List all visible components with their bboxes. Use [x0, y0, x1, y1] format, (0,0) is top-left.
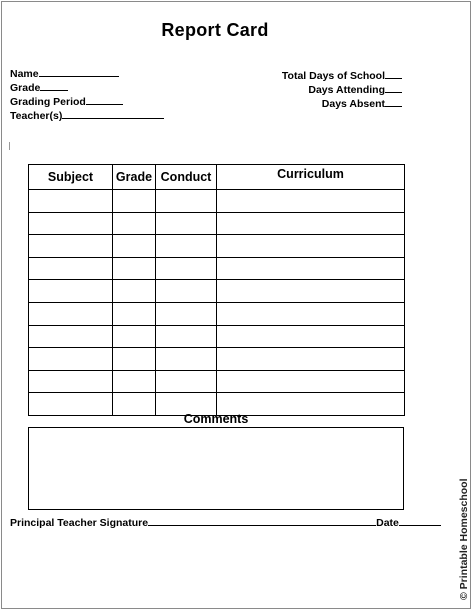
date-label: Date — [376, 517, 399, 529]
name-label: Name — [10, 68, 39, 80]
subject-cell[interactable] — [29, 235, 113, 258]
comments-box[interactable] — [28, 427, 404, 510]
table-row — [29, 325, 405, 348]
grading-period-label: Grading Period — [10, 96, 86, 108]
table-row — [29, 212, 405, 235]
page-title: Report Card — [161, 20, 269, 40]
signature-field[interactable] — [148, 515, 376, 526]
comments-label: Comments — [183, 412, 249, 426]
conduct-cell[interactable] — [156, 190, 217, 213]
table-row — [29, 370, 405, 393]
conduct-cell[interactable] — [156, 302, 217, 325]
conduct-cell[interactable] — [156, 280, 217, 303]
teacher-label: Teacher(s) — [10, 110, 63, 122]
table-header-row — [29, 165, 405, 190]
teacher-field[interactable] — [10, 108, 164, 122]
name-field[interactable] — [10, 66, 119, 80]
total-days-line[interactable] — [385, 68, 402, 79]
grade-label: Grade — [10, 82, 41, 94]
name-line[interactable] — [39, 66, 119, 77]
conduct-cell[interactable] — [156, 257, 217, 280]
grade-cell[interactable] — [113, 325, 156, 348]
subject-cell[interactable] — [29, 370, 113, 393]
curriculum-cell[interactable] — [217, 280, 405, 303]
days-attending-field[interactable] — [308, 82, 402, 96]
curriculum-cell[interactable] — [217, 302, 405, 325]
grade-cell[interactable] — [113, 348, 156, 371]
table-row — [29, 348, 405, 371]
grade-cell[interactable] — [113, 280, 156, 303]
subject-cell[interactable] — [29, 325, 113, 348]
subject-cell[interactable] — [29, 257, 113, 280]
grading-period-field[interactable] — [10, 94, 123, 108]
curriculum-cell[interactable] — [217, 235, 405, 258]
grade-cell[interactable] — [113, 190, 156, 213]
credit-text: © Printable Homeschool — [458, 478, 470, 600]
grade-cell[interactable] — [113, 212, 156, 235]
grade-field[interactable] — [10, 80, 68, 94]
table-body — [29, 190, 405, 416]
table-row — [29, 235, 405, 258]
curriculum-header: Curriculum — [217, 165, 405, 190]
total-days-label: Total Days of School — [281, 70, 385, 82]
grade-header: Grade — [113, 165, 156, 190]
conduct-cell[interactable] — [156, 370, 217, 393]
subject-cell[interactable] — [29, 348, 113, 371]
grades-table — [28, 164, 405, 416]
signature-label: Principal Teacher Signature — [10, 517, 149, 529]
subject-cell[interactable] — [29, 280, 113, 303]
table-row — [29, 190, 405, 213]
grade-cell[interactable] — [113, 302, 156, 325]
curriculum-cell[interactable] — [217, 212, 405, 235]
curriculum-cell[interactable] — [217, 190, 405, 213]
signature-line — [10, 515, 441, 529]
subject-cell[interactable] — [29, 212, 113, 235]
subject-cell[interactable] — [29, 302, 113, 325]
conduct-cell[interactable] — [156, 212, 217, 235]
grade-line[interactable] — [40, 80, 68, 91]
margin-mark — [9, 142, 10, 150]
curriculum-cell[interactable] — [217, 257, 405, 280]
conduct-cell[interactable] — [156, 325, 217, 348]
date-field[interactable] — [399, 515, 441, 526]
days-attending-line[interactable] — [385, 82, 402, 93]
conduct-cell[interactable] — [156, 235, 217, 258]
table-row — [29, 280, 405, 303]
curriculum-cell[interactable] — [217, 370, 405, 393]
total-days-field[interactable] — [282, 68, 402, 82]
subject-cell[interactable] — [29, 190, 113, 213]
table-row — [29, 302, 405, 325]
curriculum-cell[interactable] — [217, 325, 405, 348]
grade-cell[interactable] — [113, 235, 156, 258]
teacher-line[interactable] — [62, 108, 164, 119]
grade-cell[interactable] — [113, 370, 156, 393]
curriculum-cell[interactable] — [217, 348, 405, 371]
days-attending-label: Days Attending — [308, 84, 385, 96]
grading-period-line[interactable] — [86, 94, 123, 105]
conduct-cell[interactable] — [156, 348, 217, 371]
days-absent-field[interactable] — [322, 96, 402, 110]
subject-header: Subject — [29, 165, 113, 190]
conduct-header: Conduct — [156, 165, 217, 190]
days-absent-label: Days Absent — [321, 98, 385, 110]
days-absent-line[interactable] — [385, 96, 402, 107]
table-row — [29, 257, 405, 280]
grade-cell[interactable] — [113, 257, 156, 280]
